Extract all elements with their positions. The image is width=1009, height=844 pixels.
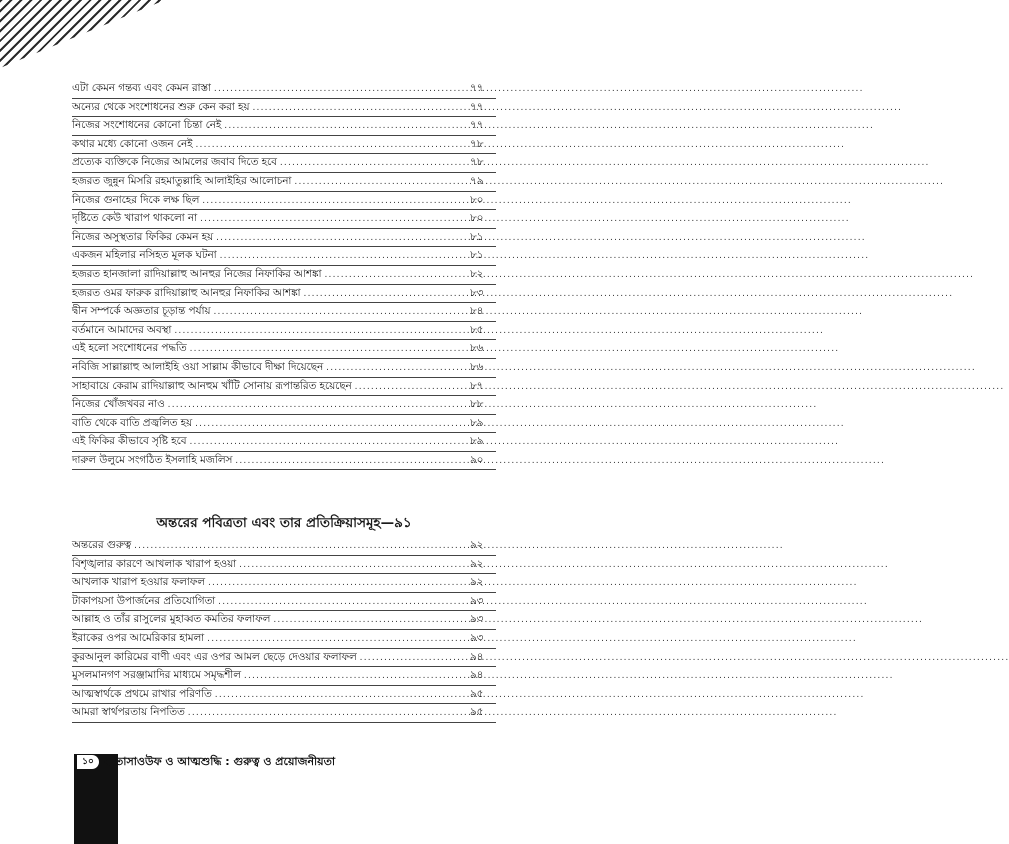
toc-entry-title: হজরত ওমর ফারুক রাদিয়াল্লাহু আনহুর নিফাকির আশঙ্কা [72, 286, 301, 299]
toc-entry [72, 99, 496, 118]
toc-entry [72, 80, 496, 99]
toc-entry-page: ৮৯ [470, 416, 484, 429]
dot-leader [326, 360, 463, 377]
toc-entry-page: ৭৭ [470, 100, 484, 113]
toc-entry [72, 574, 496, 593]
toc-entry-title: এই হলো সংশোধনের পদ্ধতি [72, 342, 187, 355]
toc-entry-page: ৭৮ [470, 137, 484, 150]
toc-entry-page: ৮৮ [470, 398, 484, 411]
toc-entry-title: অন্তরের গুরুত্ব [72, 539, 132, 551]
toc-entry [72, 415, 496, 434]
toc-entry-page: ৯৫ [470, 706, 484, 719]
corner-hatch-decoration [0, 0, 165, 68]
dot-leader [189, 434, 463, 451]
dot-leader [273, 612, 463, 629]
dot-leader [280, 155, 463, 172]
dot-leader [355, 379, 463, 396]
dot-leader [214, 304, 464, 321]
toc-entry-page: ৮৯ [470, 435, 484, 448]
toc-entry-title: নিজের সংশোধনের কোনো চিন্তা নেই [72, 119, 222, 132]
toc-entry-title: এই ফিকির কীভাবে সৃষ্টি হবে [72, 435, 187, 448]
toc-entry-page: ৮৪ [470, 305, 484, 318]
toc-entry [72, 378, 496, 397]
toc-entry [72, 136, 496, 155]
toc-entry-page: ৭৮ [470, 156, 484, 169]
toc-entry [72, 433, 496, 452]
dot-leader [220, 248, 463, 265]
toc-entry-title: হজরত জুন্নুন মিসরি রহমাতুল্লাহি আলাইহির আলোচনা [72, 174, 292, 187]
table-of-contents-part-1 [72, 80, 496, 470]
toc-entry [72, 192, 496, 211]
toc-entry [72, 611, 496, 630]
toc-entry-page: ৯২ [470, 539, 484, 551]
toc-entry-title: ইরাকের ওপর আমেরিকার হামলা [72, 631, 205, 644]
toc-entry-title: আমরা স্বার্থপরতায় নিপতিত [72, 706, 185, 719]
toc-entry [72, 396, 496, 415]
toc-entry-page: ৯৩ [470, 613, 484, 626]
dot-leader [216, 230, 463, 247]
toc-entry-title: বিশৃঙ্খলার কারণে আখলাক খারাপ হওয়া [72, 557, 237, 570]
toc-entry-title: দৃষ্টিতে কেউ খারাপ থাকলো না [72, 212, 198, 225]
dot-leader [188, 705, 463, 722]
toc-entry-title: কথার মধ্যে কোনো ওজন নেই [72, 137, 193, 150]
dot-leader [235, 453, 463, 470]
toc-entry-title: হজরত হানজালা রাদিয়াল্লাহু আনহুর নিজের নিফাকির আশঙ্কা [72, 267, 322, 280]
toc-entry [72, 285, 496, 304]
toc-entry-page: ৮৩ [470, 286, 484, 299]
toc-entry-page: ৯৩ [470, 594, 484, 607]
toc-entry-page: ৮৬ [470, 360, 484, 373]
page-number: ১০ [77, 755, 99, 769]
toc-entry [72, 210, 496, 229]
dot-leader [208, 575, 463, 592]
dot-leader [304, 286, 463, 303]
toc-entry-title: অন্যের থেকে সংশোধনের শুরু কেন করা হয় [72, 100, 250, 113]
toc-entry-title: বাতি থেকে বাতি প্রজ্বলিত হয় [72, 416, 193, 429]
toc-entry-title: দ্বীন সম্পর্কে অজ্ঞতার চূড়ান্ত পর্যায় [72, 305, 211, 318]
dot-leader [200, 211, 463, 228]
dot-leader [244, 668, 463, 685]
toc-entry [72, 452, 496, 471]
dot-leader [224, 118, 463, 135]
dot-leader [174, 323, 463, 340]
toc-entry [72, 322, 496, 341]
section-heading: অন্তরের পবিত্রতা এবং তার প্রতিক্রিয়াসমূহ—৯১ [156, 515, 412, 531]
dot-leader [214, 81, 463, 98]
dot-leader [168, 397, 463, 414]
dot-leader [207, 631, 463, 648]
toc-entry-page: ৮০ [470, 193, 484, 206]
toc-entry [72, 247, 496, 266]
toc-entry-page: ৮৬ [470, 342, 484, 355]
toc-entry [72, 649, 496, 668]
book-title: তাসাওউফ ও আত্মশুদ্ধি : গুরুত্ব ও প্রয়োজনীয়তা [115, 755, 336, 768]
toc-entry-page: ৮৭ [470, 379, 484, 392]
toc-entry-page: ৮১ [470, 230, 484, 243]
toc-entry [72, 340, 496, 359]
toc-entry-title: নিজের গুনাহের দিকে লক্ষ ছিল [72, 193, 200, 206]
toc-entry-page: ৮১ [470, 249, 484, 262]
toc-entry [72, 630, 496, 649]
toc-entry-title: মুসলমানগণ সরঞ্জামাদির মাধ্যমে সমৃদ্ধশীল [72, 669, 241, 682]
toc-entry-title: এটা কেমন গন্তব্য এবং কেমন রাস্তা [72, 82, 211, 94]
toc-entry [72, 359, 496, 378]
toc-entry [72, 537, 496, 556]
toc-entry-title: সাহাবায়ে কেরাম রাদিয়াল্লাহু আনহুম খাঁটি সোনায় রূপান্তরিত হয়েছেন [72, 379, 352, 392]
toc-entry [72, 266, 496, 285]
toc-entry-title: আল্লাহ ও তাঁর রাসুলের মুহাব্বত কমতির ফলাফল [72, 613, 271, 626]
dot-leader [324, 267, 463, 284]
toc-entry [72, 117, 496, 136]
toc-entry-page: ৯২ [470, 557, 484, 570]
toc-entry-title: কুরআনুল কারিমের বাণী এবং এর ওপর আমল ছেড়ে দেওয়ার ফলাফল [72, 650, 357, 663]
table-of-contents-part-2 [72, 537, 496, 723]
toc-entry-title: বর্তমানে আমাদের অবস্থা [72, 323, 172, 336]
toc-entry-title: প্রত্যেক ব্যক্তিকে নিজের আমলের জবাব দিতে হবে [72, 156, 277, 169]
dot-leader [202, 193, 463, 210]
toc-entry-page: ৯০ [470, 453, 484, 466]
toc-entry-title: নিজের খোঁজখবর নাও [72, 398, 165, 411]
toc-entry-page: ৮২ [470, 267, 484, 280]
dot-leader [195, 137, 463, 154]
dot-leader [134, 538, 463, 555]
toc-entry [72, 173, 496, 192]
toc-entry-page: ৯২ [470, 576, 484, 589]
toc-entry-page: ৯৪ [470, 669, 484, 682]
toc-entry-title: দারুল উলুমে সংগঠিত ইসলাহি মজলিস [72, 453, 233, 466]
toc-entry [72, 303, 496, 322]
toc-entry [72, 556, 496, 575]
toc-entry-page: ৮৫ [470, 323, 484, 336]
dot-leader [360, 650, 463, 667]
toc-entry [72, 229, 496, 248]
toc-entry-page: ৭৯ [470, 174, 484, 187]
toc-entry-title: টাকাপয়সা উপার্জনের প্রতিযোগিতা [72, 594, 216, 607]
toc-entry-page: ৮০ [470, 212, 484, 225]
toc-entry-page: ৯৩ [470, 631, 484, 644]
dot-leader [239, 557, 463, 574]
toc-entry-page: ৯৪ [470, 650, 484, 663]
dot-leader [294, 174, 463, 191]
dot-leader [215, 687, 463, 704]
toc-entry-title: একজন মহিলার নসিহত মূলক ঘটনা [72, 249, 217, 262]
toc-entry [72, 667, 496, 686]
toc-entry-page: ৯৫ [470, 687, 484, 700]
dot-leader [195, 416, 463, 433]
dot-leader [190, 341, 463, 358]
toc-entry [72, 704, 496, 723]
toc-entry-title: আখলাক খারাপ হওয়ার ফলাফল [72, 576, 205, 589]
dot-leader [252, 100, 463, 117]
toc-entry-page: ৭৭ [470, 119, 484, 132]
toc-entry [72, 593, 496, 612]
toc-entry-page: ৭৭ [470, 82, 484, 94]
toc-entry [72, 686, 496, 705]
toc-entry-title: নিজের অসুস্থতার ফিকির কেমন হয় [72, 230, 214, 243]
triangle-arrow-icon [104, 758, 110, 766]
toc-entry [72, 154, 496, 173]
dot-leader [218, 594, 463, 611]
toc-entry-title: নবিজি সাল্লাল্লাহু আলাইহি ওয়া সাল্লাম কীভাবে দীক্ষা দিয়েছেন [72, 360, 324, 373]
toc-entry-title: আত্মস্বার্থকে প্রথমে রাখার পরিণতি [72, 687, 212, 700]
